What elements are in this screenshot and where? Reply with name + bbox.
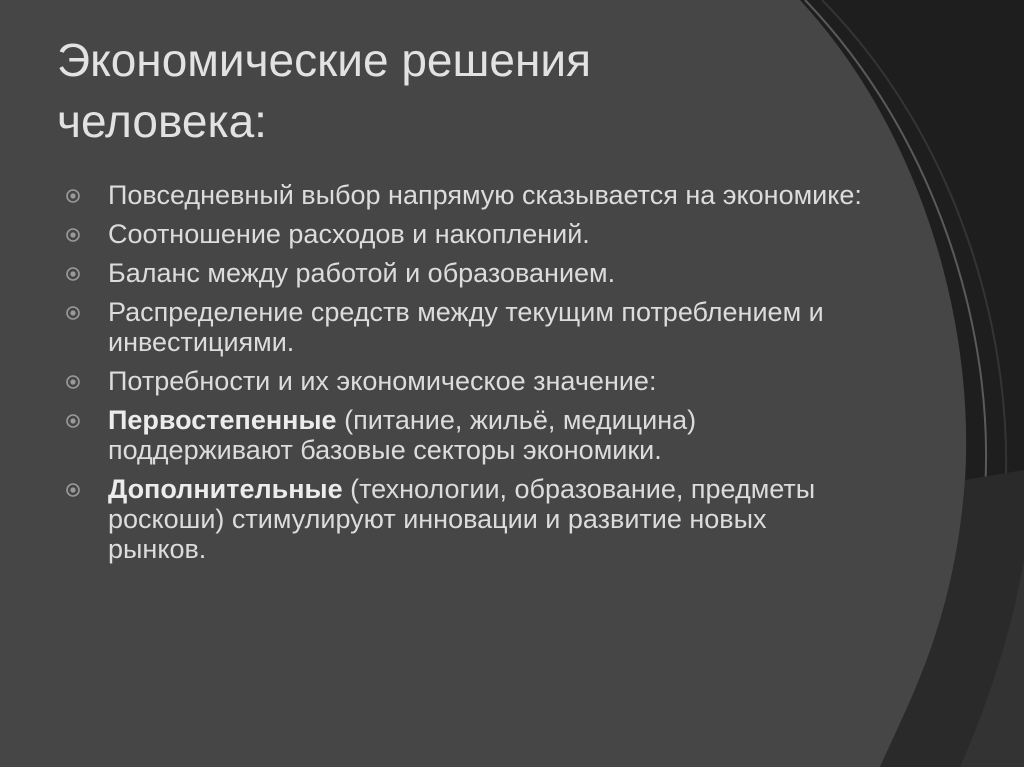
list-item: [66, 219, 866, 249]
bullet-bold: Первостепенные: [108, 405, 337, 435]
circle-target-icon: [66, 267, 80, 281]
bullet-text: [108, 219, 866, 249]
circle-target-icon: [66, 306, 80, 320]
bullet-list: [66, 180, 866, 573]
bullet-body: (технологии, образование, предметы роскоши) стимулируют инновации и развитие новых рынков.: [108, 474, 816, 564]
list-item: [66, 474, 866, 564]
bullet-text: [108, 366, 866, 396]
bullet-text: [108, 258, 866, 288]
bullet-body: Потребности и их экономическое значение:: [108, 366, 657, 396]
bullet-body: Соотношение расходов и накоплений.: [108, 219, 590, 249]
list-item: [66, 297, 866, 357]
bullet-body: (питание, жильё, медицина) поддерживают базовые секторы экономики.: [108, 405, 697, 465]
bullet-text: [108, 405, 866, 465]
bullet-text: [108, 474, 866, 564]
bullet-body: Баланс между работой и образованием.: [108, 258, 616, 288]
list-item: [66, 258, 866, 288]
circle-target-icon: [66, 414, 80, 428]
circle-target-icon: [66, 228, 80, 242]
circle-target-icon: [66, 189, 80, 203]
bullet-bold: Дополнительные: [108, 474, 343, 504]
list-item: [66, 366, 866, 396]
slide-title: [57, 30, 957, 152]
bullet-body: Распределение средств между текущим потреблением и инвестициями.: [108, 297, 824, 357]
bullet-text: [108, 297, 866, 357]
title-line-2: человека:: [57, 95, 267, 147]
bullet-text: [108, 180, 866, 210]
bullet-body: Повседневный выбор напрямую сказывается на экономике:: [108, 180, 862, 210]
circle-target-icon: [66, 375, 80, 389]
list-item: [66, 180, 866, 210]
title-line-1: Экономические решения: [57, 34, 591, 86]
list-item: [66, 405, 866, 465]
circle-target-icon: [66, 483, 80, 497]
